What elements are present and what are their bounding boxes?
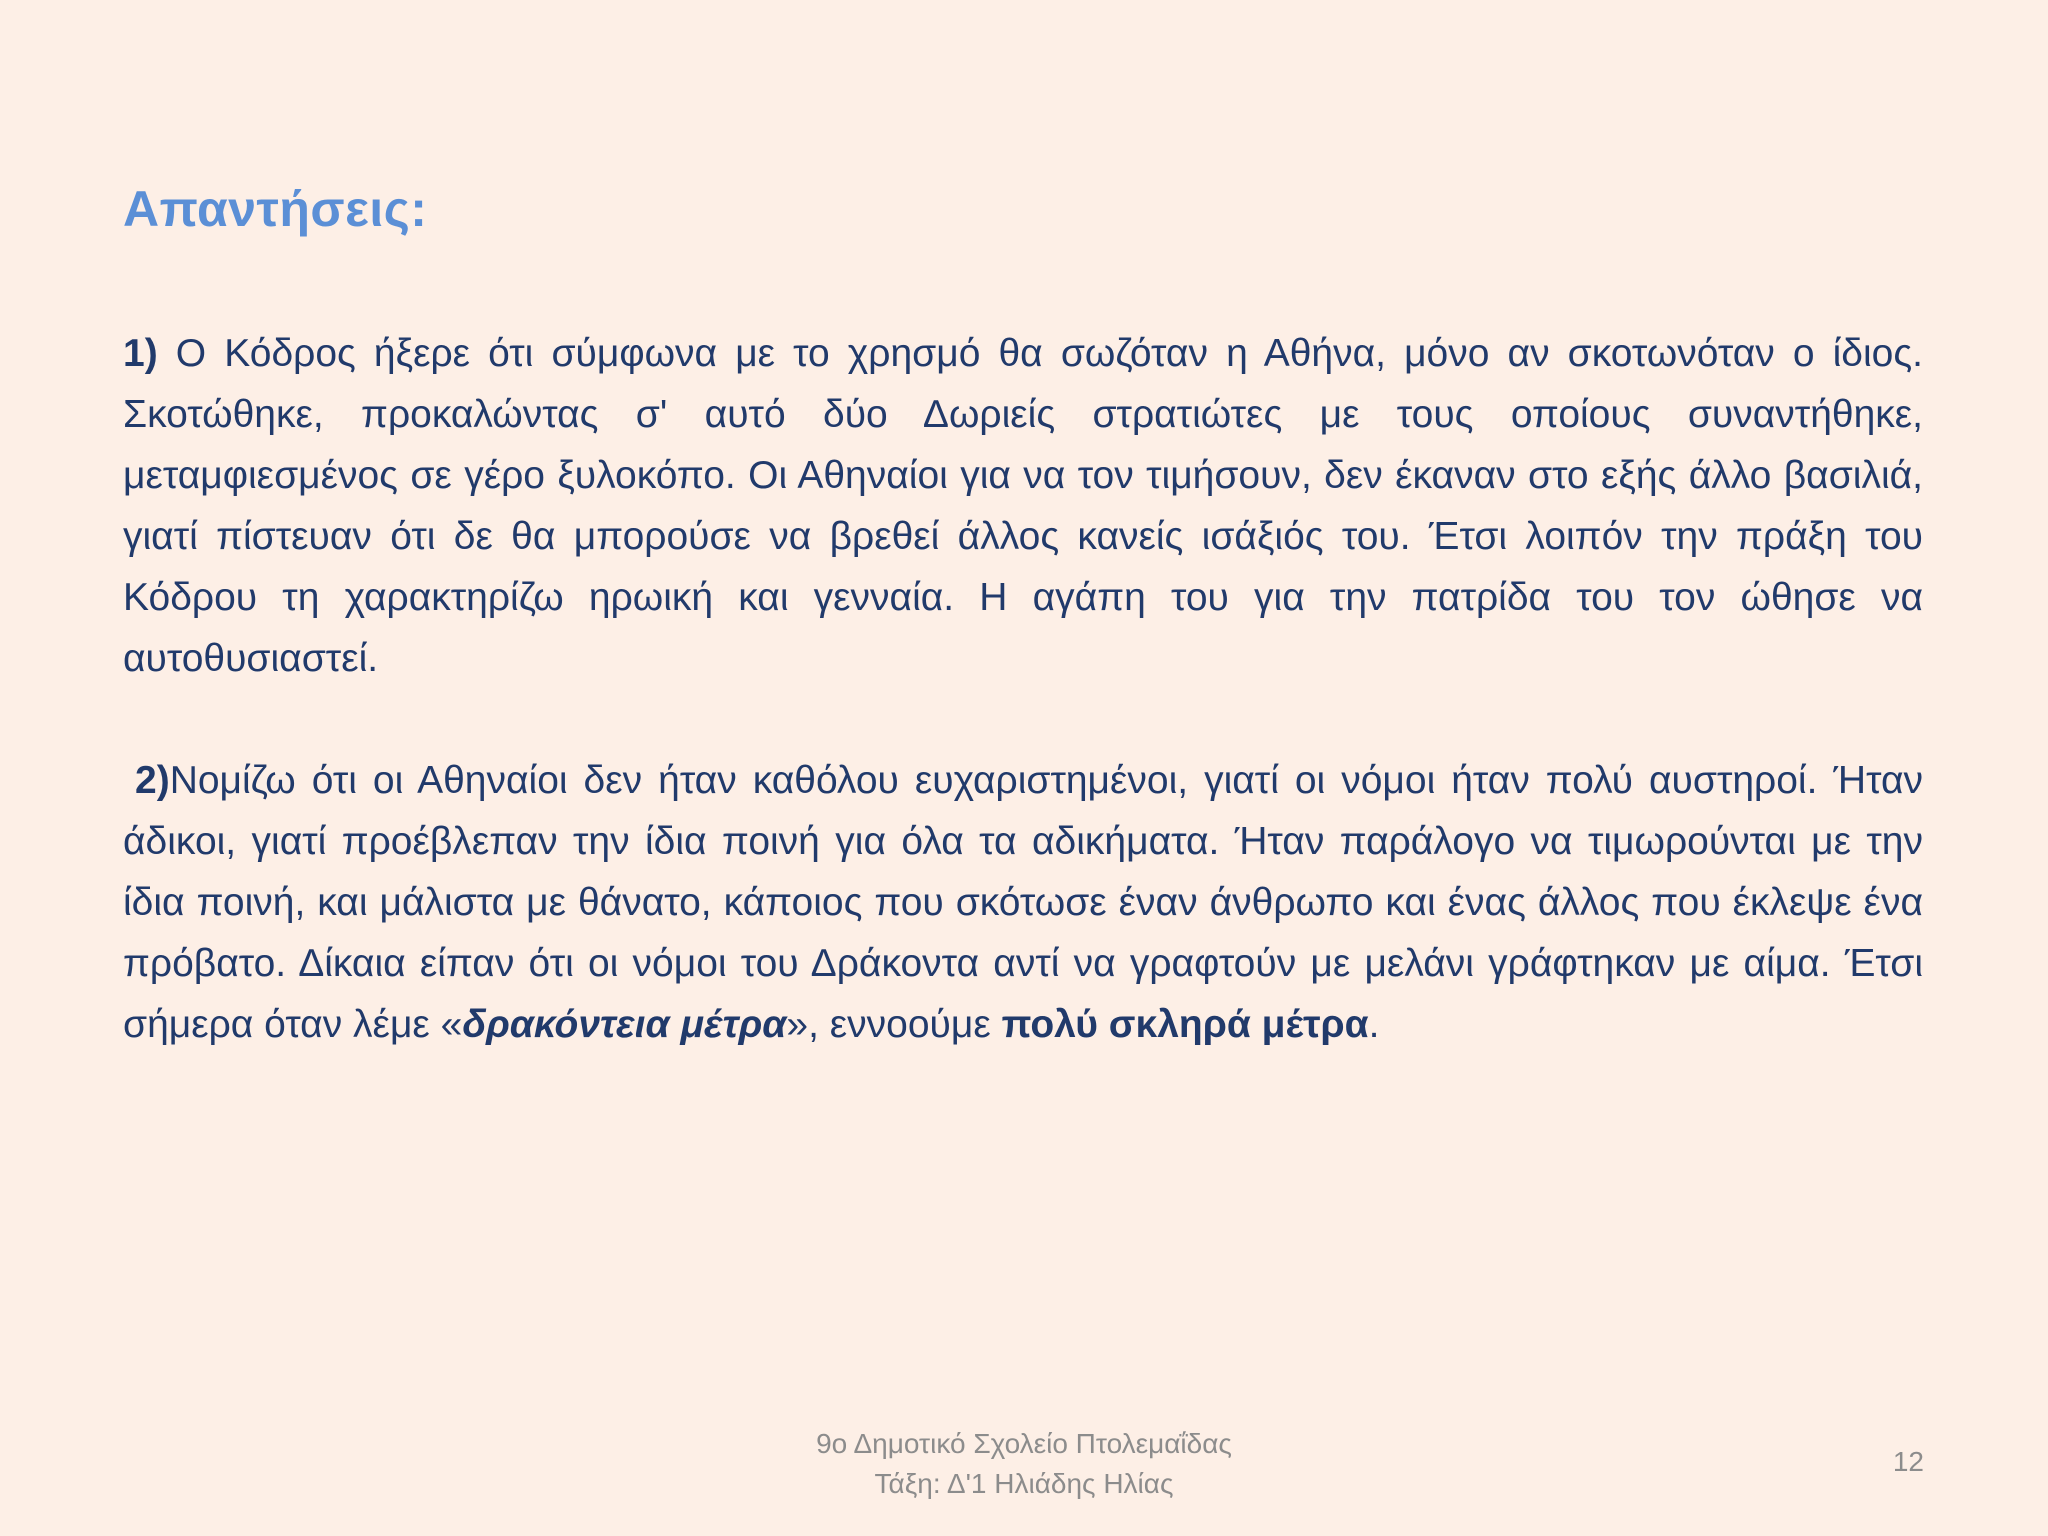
- answer-1-number: 1): [123, 332, 158, 375]
- answer-2: [123, 750, 1923, 1055]
- slide-title: Απαντήσεις:: [123, 181, 428, 237]
- answer-2-emphasis-draconian: δρακόντεια μέτρα: [462, 1003, 787, 1046]
- answer-2-text-end: .: [1368, 1003, 1380, 1046]
- answer-2-text: Νομίζω ότι οι Αθηναίοι δεν ήταν καθόλου ευχαριστημένοι, γιατί οι νόμοι ήταν πολύ αυστηροί. Ήταν άδικοι, γιατί προέβλεπαν την ίδια ποινή για όλα τα αδικήματα. Ήταν παράλογο να τιμωρούνται με την ίδια ποινή, και μάλιστα με θάνατο, κάποιος που σκότωσε έναν άνθρωπο και ένας άλλος που έκλεψε ένα πρόβατο. Δίκαια είπαν ότι οι νόμοι του Δράκοντα αντί να γραφτούν με μελάνι γράφτηκαν με αίμα. Έτσι σήμερα όταν λέμε «: [123, 759, 1923, 1046]
- answer-2-number: 2): [135, 759, 170, 802]
- page-number: 12: [1892, 1446, 1924, 1477]
- answer-2-emphasis-harsh: πολύ σκληρά μέτρα: [1001, 1003, 1369, 1046]
- footer-class-author: Τάξη: Δ'1 Ηλιάδης Ηλίας: [874, 1468, 1174, 1499]
- answers-body: [123, 323, 1923, 1055]
- answer-2-text-after-emphasis: », εννοούμε: [786, 1003, 1002, 1046]
- footer-school: 9ο Δημοτικό Σχολείο Πτολεμαΐδας: [816, 1428, 1232, 1459]
- answer-1: [123, 323, 1923, 689]
- footer: [774, 1424, 1274, 1504]
- answer-1-text: Ο Κόδρος ήξερε ότι σύμφωνα με το χρησμό θα σωζόταν η Αθήνα, μόνο αν σκοτωνόταν ο ίδιος. Σκοτώθηκε, προκαλώντας σ' αυτό δύο Δωριείς στρατιώτες με τους οποίους συναντήθηκε, μεταμφιεσμένος σε γέρο ξυλοκόπο. Οι Αθηναίοι για να τον τιμήσουν, δεν έκαναν στο εξής άλλο βασιλιά, γιατί πίστευαν ότι δε θα μπορούσε να βρεθεί άλλος κανείς ισάξιός του. Έτσι λοιπόν την πράξη του Κόδρου τη χαρακτηρίζω ηρωική και γενναία. Η αγάπη του για την πατρίδα του τον ώθησε να αυτοθυσιαστεί.: [123, 332, 1923, 680]
